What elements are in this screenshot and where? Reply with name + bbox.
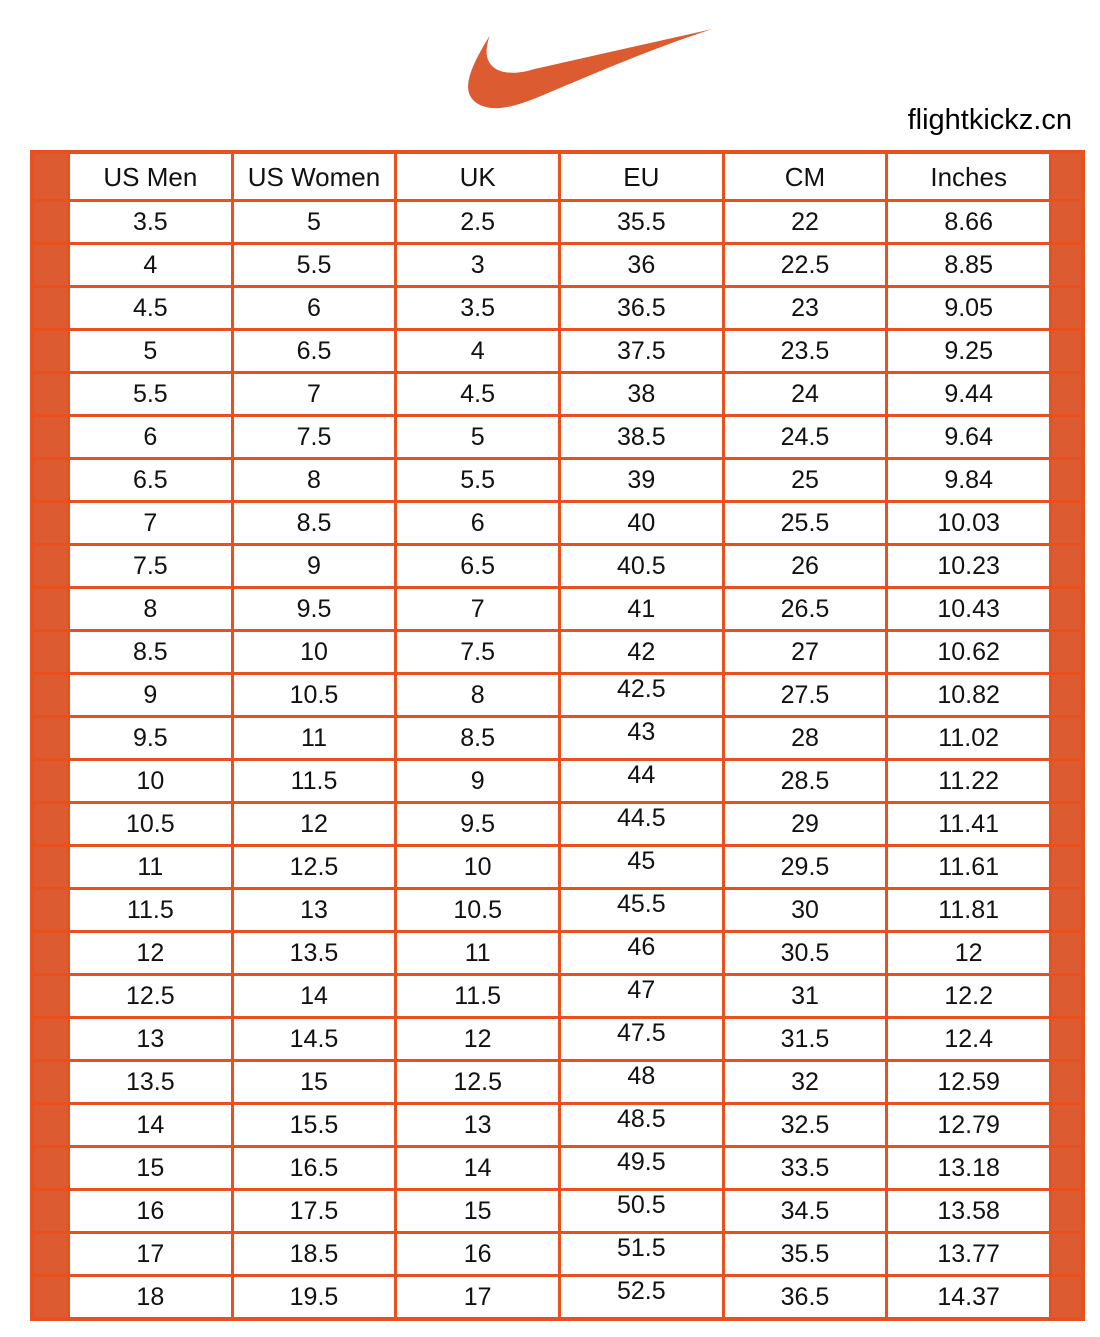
right-accent-bar xyxy=(1052,804,1081,844)
right-accent-bar xyxy=(1052,1062,1081,1102)
size-cell: 40 xyxy=(561,503,722,543)
right-accent-bar xyxy=(1052,288,1081,328)
size-cell: 14 xyxy=(397,1148,558,1188)
column-header-cm: CM xyxy=(725,154,886,199)
size-cell: 26 xyxy=(725,546,886,586)
size-cell: 9.64 xyxy=(888,417,1049,457)
size-cell: 6 xyxy=(397,503,558,543)
left-accent-bar xyxy=(34,1105,67,1145)
left-accent-bar xyxy=(34,154,67,199)
size-cell: 38.5 xyxy=(561,417,722,457)
size-cell: 48 xyxy=(561,1062,722,1102)
right-accent-bar xyxy=(1052,1277,1081,1317)
left-accent-bar xyxy=(34,675,67,715)
size-cell: 12 xyxy=(234,804,395,844)
size-cell: 14 xyxy=(234,976,395,1016)
size-cell: 9.05 xyxy=(888,288,1049,328)
size-cell: 42 xyxy=(561,632,722,672)
size-cell: 11.5 xyxy=(70,890,231,930)
left-accent-bar xyxy=(34,804,67,844)
size-cell: 16.5 xyxy=(234,1148,395,1188)
size-cell: 52.5 xyxy=(561,1277,722,1317)
size-cell: 13.77 xyxy=(888,1234,1049,1274)
size-cell: 31.5 xyxy=(725,1019,886,1059)
right-accent-bar xyxy=(1052,417,1081,457)
left-accent-bar xyxy=(34,847,67,887)
nike-swoosh-icon xyxy=(452,25,720,120)
size-cell: 25.5 xyxy=(725,503,886,543)
size-cell: 44 xyxy=(561,761,722,801)
size-cell: 13.5 xyxy=(70,1062,231,1102)
size-cell: 29.5 xyxy=(725,847,886,887)
size-cell: 16 xyxy=(397,1234,558,1274)
size-cell: 4 xyxy=(70,245,231,285)
size-cell: 44.5 xyxy=(561,804,722,844)
size-cell: 36 xyxy=(561,245,722,285)
size-cell: 11.61 xyxy=(888,847,1049,887)
size-chart-table xyxy=(30,150,1085,1321)
size-cell: 14 xyxy=(70,1105,231,1145)
size-cell: 50.5 xyxy=(561,1191,722,1231)
size-cell: 22.5 xyxy=(725,245,886,285)
size-cell: 31 xyxy=(725,976,886,1016)
size-cell: 5 xyxy=(397,417,558,457)
size-cell: 5.5 xyxy=(234,245,395,285)
size-cell: 37.5 xyxy=(561,331,722,371)
size-cell: 16 xyxy=(70,1191,231,1231)
right-accent-bar xyxy=(1052,761,1081,801)
watermark-text: flightkickz.cn xyxy=(907,104,1072,136)
size-cell: 9.44 xyxy=(888,374,1049,414)
left-accent-bar xyxy=(34,976,67,1016)
size-cell: 6.5 xyxy=(70,460,231,500)
size-cell: 11.81 xyxy=(888,890,1049,930)
size-cell: 15 xyxy=(397,1191,558,1231)
size-cell: 22 xyxy=(725,202,886,242)
size-cell: 43 xyxy=(561,718,722,758)
size-cell: 10.43 xyxy=(888,589,1049,629)
size-cell: 8 xyxy=(234,460,395,500)
size-cell: 9.5 xyxy=(234,589,395,629)
left-accent-bar xyxy=(34,331,67,371)
size-cell: 7 xyxy=(397,589,558,629)
size-cell: 11 xyxy=(70,847,231,887)
size-cell: 32.5 xyxy=(725,1105,886,1145)
left-accent-bar xyxy=(34,718,67,758)
right-accent-bar xyxy=(1052,374,1081,414)
size-cell: 13 xyxy=(234,890,395,930)
size-cell: 10.5 xyxy=(397,890,558,930)
size-cell: 23.5 xyxy=(725,331,886,371)
size-cell: 48.5 xyxy=(561,1105,722,1145)
size-cell: 9 xyxy=(70,675,231,715)
size-cell: 41 xyxy=(561,589,722,629)
size-cell: 36.5 xyxy=(725,1277,886,1317)
size-cell: 5.5 xyxy=(397,460,558,500)
size-cell: 8.5 xyxy=(234,503,395,543)
size-cell: 24.5 xyxy=(725,417,886,457)
right-accent-bar xyxy=(1052,503,1081,543)
size-cell: 28.5 xyxy=(725,761,886,801)
size-cell: 9.5 xyxy=(70,718,231,758)
size-cell: 13 xyxy=(70,1019,231,1059)
left-accent-bar xyxy=(34,1148,67,1188)
size-cell: 47 xyxy=(561,976,722,1016)
right-accent-bar xyxy=(1052,976,1081,1016)
column-header-inches: Inches xyxy=(888,154,1049,199)
size-cell: 7 xyxy=(70,503,231,543)
left-accent-bar xyxy=(34,890,67,930)
left-accent-bar xyxy=(34,1191,67,1231)
column-header-eu: EU xyxy=(561,154,722,199)
size-cell: 27.5 xyxy=(725,675,886,715)
size-cell: 45.5 xyxy=(561,890,722,930)
left-accent-bar xyxy=(34,417,67,457)
size-cell: 7.5 xyxy=(70,546,231,586)
size-cell: 10 xyxy=(397,847,558,887)
size-cell: 11.22 xyxy=(888,761,1049,801)
column-header-us-women: US Women xyxy=(234,154,395,199)
size-cell: 9 xyxy=(234,546,395,586)
size-cell: 8.5 xyxy=(397,718,558,758)
left-accent-bar xyxy=(34,374,67,414)
left-accent-bar xyxy=(34,589,67,629)
size-cell: 36.5 xyxy=(561,288,722,328)
size-cell: 29 xyxy=(725,804,886,844)
size-cell: 12 xyxy=(70,933,231,973)
left-accent-bar xyxy=(34,503,67,543)
right-accent-bar xyxy=(1052,933,1081,973)
right-accent-bar xyxy=(1052,632,1081,672)
size-cell: 3.5 xyxy=(70,202,231,242)
size-cell: 11.41 xyxy=(888,804,1049,844)
size-cell: 30.5 xyxy=(725,933,886,973)
size-cell: 30 xyxy=(725,890,886,930)
size-cell: 17 xyxy=(397,1277,558,1317)
size-cell: 10 xyxy=(234,632,395,672)
size-cell: 10.5 xyxy=(70,804,231,844)
right-accent-bar xyxy=(1052,890,1081,930)
size-cell: 13.5 xyxy=(234,933,395,973)
size-cell: 12 xyxy=(397,1019,558,1059)
size-cell: 15 xyxy=(234,1062,395,1102)
size-cell: 9 xyxy=(397,761,558,801)
size-cell: 10.03 xyxy=(888,503,1049,543)
size-cell: 7.5 xyxy=(397,632,558,672)
size-cell: 47.5 xyxy=(561,1019,722,1059)
size-cell: 14.5 xyxy=(234,1019,395,1059)
size-cell: 3 xyxy=(397,245,558,285)
size-cell: 11.5 xyxy=(234,761,395,801)
size-cell: 32 xyxy=(725,1062,886,1102)
size-cell: 13.58 xyxy=(888,1191,1049,1231)
size-cell: 13 xyxy=(397,1105,558,1145)
left-accent-bar xyxy=(34,761,67,801)
left-accent-bar xyxy=(34,1019,67,1059)
right-accent-bar xyxy=(1052,1234,1081,1274)
right-accent-bar xyxy=(1052,675,1081,715)
right-accent-bar xyxy=(1052,1019,1081,1059)
size-cell: 13.18 xyxy=(888,1148,1049,1188)
left-accent-bar xyxy=(34,632,67,672)
size-cell: 15.5 xyxy=(234,1105,395,1145)
size-cell: 12.2 xyxy=(888,976,1049,1016)
right-accent-bar xyxy=(1052,546,1081,586)
size-cell: 19.5 xyxy=(234,1277,395,1317)
size-cell: 12.5 xyxy=(234,847,395,887)
right-accent-bar xyxy=(1052,1105,1081,1145)
size-cell: 10 xyxy=(70,761,231,801)
right-accent-bar xyxy=(1052,202,1081,242)
size-cell: 7 xyxy=(234,374,395,414)
left-accent-bar xyxy=(34,546,67,586)
left-accent-bar xyxy=(34,1277,67,1317)
right-accent-bar xyxy=(1052,245,1081,285)
size-cell: 7.5 xyxy=(234,417,395,457)
size-cell: 28 xyxy=(725,718,886,758)
size-cell: 10.5 xyxy=(234,675,395,715)
size-cell: 8 xyxy=(397,675,558,715)
size-cell: 42.5 xyxy=(561,675,722,715)
size-cell: 2.5 xyxy=(397,202,558,242)
right-accent-bar xyxy=(1052,589,1081,629)
size-cell: 24 xyxy=(725,374,886,414)
size-cell: 9.25 xyxy=(888,331,1049,371)
size-cell: 10.23 xyxy=(888,546,1049,586)
size-cell: 11.5 xyxy=(397,976,558,1016)
size-cell: 15 xyxy=(70,1148,231,1188)
size-cell: 45 xyxy=(561,847,722,887)
right-accent-bar xyxy=(1052,154,1081,199)
right-accent-bar xyxy=(1052,847,1081,887)
size-cell: 6.5 xyxy=(397,546,558,586)
size-cell: 12.5 xyxy=(70,976,231,1016)
right-accent-bar xyxy=(1052,460,1081,500)
size-cell: 3.5 xyxy=(397,288,558,328)
size-cell: 6 xyxy=(70,417,231,457)
size-cell: 18 xyxy=(70,1277,231,1317)
size-cell: 8.85 xyxy=(888,245,1049,285)
size-cell: 8.66 xyxy=(888,202,1049,242)
size-cell: 12.59 xyxy=(888,1062,1049,1102)
size-cell: 39 xyxy=(561,460,722,500)
left-accent-bar xyxy=(34,288,67,328)
size-cell: 11.02 xyxy=(888,718,1049,758)
column-header-uk: UK xyxy=(397,154,558,199)
size-cell: 12 xyxy=(888,933,1049,973)
size-cell: 4.5 xyxy=(70,288,231,328)
size-cell: 8.5 xyxy=(70,632,231,672)
size-cell: 12.4 xyxy=(888,1019,1049,1059)
size-cell: 34.5 xyxy=(725,1191,886,1231)
page-header xyxy=(0,0,1100,150)
left-accent-bar xyxy=(34,202,67,242)
left-accent-bar xyxy=(34,245,67,285)
size-cell: 14.37 xyxy=(888,1277,1049,1317)
column-header-us-men: US Men xyxy=(70,154,231,199)
size-cell: 5 xyxy=(234,202,395,242)
size-cell: 11 xyxy=(234,718,395,758)
size-cell: 33.5 xyxy=(725,1148,886,1188)
size-cell: 5.5 xyxy=(70,374,231,414)
size-cell: 27 xyxy=(725,632,886,672)
size-cell: 40.5 xyxy=(561,546,722,586)
left-accent-bar xyxy=(34,460,67,500)
size-cell: 49.5 xyxy=(561,1148,722,1188)
size-cell: 38 xyxy=(561,374,722,414)
size-cell: 5 xyxy=(70,331,231,371)
size-cell: 4.5 xyxy=(397,374,558,414)
size-cell: 18.5 xyxy=(234,1234,395,1274)
size-cell: 11 xyxy=(397,933,558,973)
size-cell: 10.62 xyxy=(888,632,1049,672)
size-cell: 25 xyxy=(725,460,886,500)
right-accent-bar xyxy=(1052,331,1081,371)
left-accent-bar xyxy=(34,1062,67,1102)
right-accent-bar xyxy=(1052,1191,1081,1231)
size-cell: 4 xyxy=(397,331,558,371)
size-cell: 35.5 xyxy=(725,1234,886,1274)
size-cell: 51.5 xyxy=(561,1234,722,1274)
size-cell: 10.82 xyxy=(888,675,1049,715)
size-cell: 26.5 xyxy=(725,589,886,629)
size-cell: 6.5 xyxy=(234,331,395,371)
size-cell: 23 xyxy=(725,288,886,328)
size-cell: 17 xyxy=(70,1234,231,1274)
size-cell: 9.84 xyxy=(888,460,1049,500)
left-accent-bar xyxy=(34,933,67,973)
size-cell: 6 xyxy=(234,288,395,328)
right-accent-bar xyxy=(1052,718,1081,758)
size-cell: 17.5 xyxy=(234,1191,395,1231)
left-accent-bar xyxy=(34,1234,67,1274)
size-cell: 12.79 xyxy=(888,1105,1049,1145)
size-cell: 35.5 xyxy=(561,202,722,242)
size-cell: 9.5 xyxy=(397,804,558,844)
size-cell: 12.5 xyxy=(397,1062,558,1102)
size-cell: 46 xyxy=(561,933,722,973)
size-cell: 8 xyxy=(70,589,231,629)
right-accent-bar xyxy=(1052,1148,1081,1188)
